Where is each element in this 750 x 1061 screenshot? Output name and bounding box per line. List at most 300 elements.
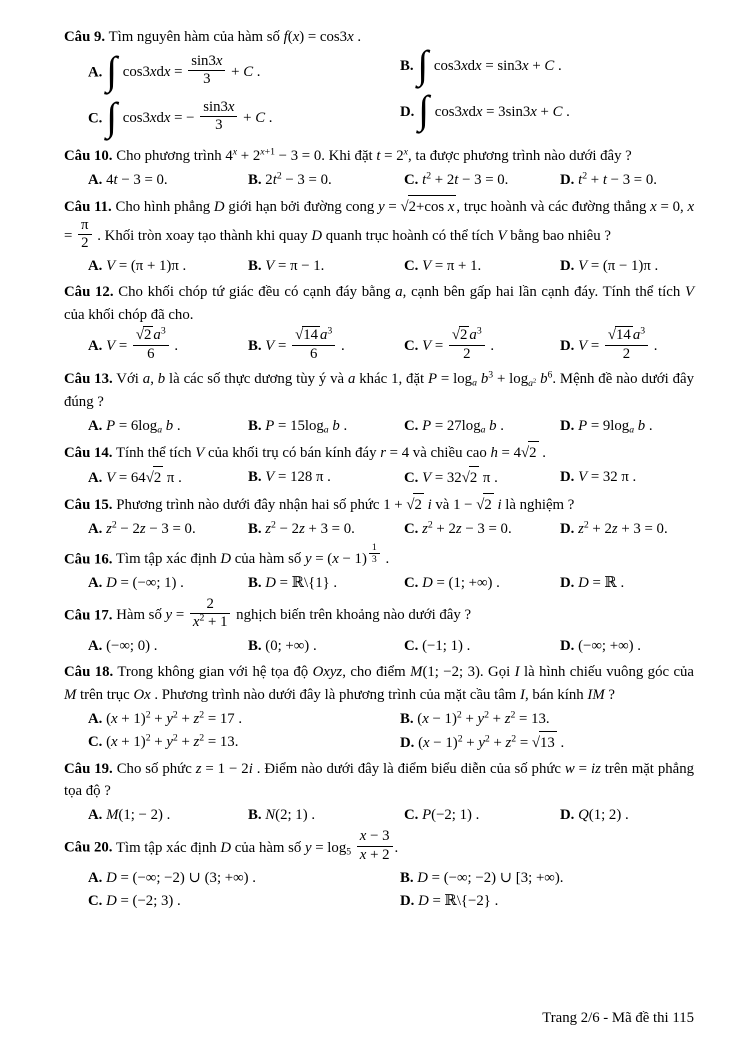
math-italic: x: [650, 198, 657, 215]
option-math: (−∞; +∞) .: [578, 637, 641, 654]
question-stem-text: Tính thể tích V của khối trụ có bán kính đáy r = 4 và chiều cao h = 4√2 .: [116, 445, 546, 461]
math-italic: D: [220, 551, 232, 568]
options-grid: [64, 466, 694, 490]
superscript: 2: [511, 733, 517, 745]
question-stem: [64, 661, 694, 707]
math-italic: z: [455, 520, 462, 537]
option-label: B.: [248, 417, 262, 434]
math-italic: P: [422, 807, 432, 824]
math-italic: x: [423, 734, 430, 751]
superscript: 2: [111, 519, 117, 531]
math-italic: D: [106, 870, 117, 887]
math-italic: b: [489, 417, 497, 434]
fraction-numerator: [133, 326, 169, 345]
option-label: C.: [404, 469, 419, 486]
math-italic: Q: [578, 807, 589, 824]
math-italic: V: [578, 338, 588, 355]
superscript: 2: [532, 376, 537, 384]
option-math: $P = 9\log_a$ b .: [578, 417, 653, 436]
option-math: $P = 27\log_a$ b .: [422, 417, 504, 436]
answer-option: [248, 518, 404, 541]
question-number: Câu 13.: [64, 371, 113, 388]
math-italic: z: [139, 520, 146, 537]
math-italic: V: [106, 469, 116, 486]
math-italic: t: [376, 147, 381, 164]
option-math: V = $\frac{√14 a^3}{6}$ .: [265, 325, 345, 362]
question-stem-text: Cho số phức z = 1 − 2i . Điểm nào dưới đây là điểm biểu diễn của số phức w = iz trên mặt phẳng tọa độ ?: [64, 760, 694, 800]
answer-option: [560, 325, 694, 365]
options-grid: [64, 804, 694, 827]
math-italic: b: [480, 371, 489, 388]
math-italic: t: [454, 171, 459, 188]
answer-option: [400, 87, 694, 142]
option-math: $z^2 + 2z - 3 = 0$.: [422, 519, 512, 537]
answer-option: [88, 708, 400, 731]
math-italic: b: [540, 371, 548, 388]
option-label: A.: [88, 575, 103, 592]
superscript: 3: [640, 325, 646, 337]
option-label: B.: [248, 468, 262, 485]
question-number: Câu 11.: [64, 198, 112, 215]
question-stem: [64, 368, 694, 414]
answer-option: [404, 804, 560, 827]
math-italic: x: [111, 733, 118, 750]
option-label: B.: [248, 637, 262, 654]
math-italic: t: [578, 171, 583, 188]
math-italic: I: [520, 686, 525, 703]
answer-option: [88, 93, 400, 142]
question: [64, 195, 694, 279]
question-number: Câu 20.: [64, 839, 113, 856]
fraction-denominator: 2: [463, 345, 471, 362]
option-label: A.: [88, 520, 103, 537]
superscript: 2: [427, 519, 433, 531]
answer-option: [248, 415, 404, 438]
answer-option: [88, 731, 400, 755]
answer-option: [248, 466, 404, 490]
math-italic: x: [522, 57, 529, 74]
question-number: Câu 17.: [64, 607, 113, 624]
option-math: V = 128 π .: [265, 468, 331, 485]
radical-sign: √: [521, 444, 530, 461]
math-italic: C: [243, 64, 254, 81]
answer-option: [88, 572, 248, 595]
fraction-numerator: 2: [190, 596, 231, 614]
options-grid: [64, 325, 694, 365]
math-italic: x: [359, 846, 367, 863]
math-italic: t: [602, 171, 607, 188]
math-italic: a: [472, 377, 477, 389]
radicand: 2: [469, 466, 479, 490]
option-math: V = $\frac{√2 a^3}{6}$ .: [106, 325, 179, 362]
math-italic: z: [193, 733, 200, 750]
math-italic: Oxyz: [312, 663, 343, 680]
math-italic: y: [477, 710, 485, 727]
math-italic: b: [637, 417, 646, 434]
superscript: [233, 146, 237, 157]
option-math: D = ℝ .: [578, 575, 625, 592]
option-math: V = (π − 1)π .: [578, 258, 659, 275]
math-italic: V: [578, 468, 588, 485]
option-label: B.: [248, 258, 262, 275]
superscript: 2: [271, 519, 276, 531]
math-italic: y: [166, 733, 173, 750]
math-italic: z: [504, 710, 511, 727]
option-label: D.: [560, 468, 575, 485]
option-label: A.: [88, 64, 103, 81]
fraction-numerator: sin3x: [188, 53, 225, 71]
superscript: 2: [199, 709, 205, 721]
question-stem-text: Cho khối chóp tứ giác đều có cạnh đáy bằng a, cạnh bên gấp hai lần cạnh đáy. Tính thể tích V của khối chóp đã cho.: [64, 284, 694, 324]
answer-option: [404, 325, 560, 365]
fraction-numerator: 1: [369, 542, 380, 555]
option-math: V = 32√2 π .: [422, 470, 498, 486]
math-italic: x: [260, 146, 265, 158]
fraction-numerator: [292, 326, 335, 345]
answer-option: [88, 169, 248, 192]
fraction-numerator: x − 3: [357, 828, 393, 846]
math-italic: a: [320, 327, 328, 344]
answer-option: [400, 708, 694, 731]
question-stem-text: Tìm tập xác định D của hàm số $y = \log_5$ $\frac{x - 3}{x + 2}$ .: [115, 828, 399, 863]
math-italic: f: [283, 29, 288, 45]
questions: [64, 26, 694, 913]
option-label: B.: [248, 575, 262, 592]
math-italic: i: [248, 760, 253, 777]
question: [64, 661, 694, 755]
math-italic: b: [165, 417, 174, 434]
sqrt-radical: [146, 466, 164, 490]
answer-option: [560, 255, 694, 278]
subscript: [528, 378, 536, 389]
option-label: C.: [404, 520, 419, 537]
superscript: 2: [484, 733, 490, 745]
math-italic: a: [142, 371, 151, 388]
math-italic: z: [195, 760, 202, 777]
math-italic: a: [632, 327, 641, 344]
answer-option: [88, 518, 248, 541]
option-math: ∫ cos3xdx = sin3x + C .: [417, 41, 562, 87]
fraction-numerator: [449, 326, 485, 345]
math-italic: P: [578, 417, 588, 434]
option-label: C.: [404, 637, 419, 654]
math-italic: i: [497, 496, 502, 513]
math-italic: x: [292, 29, 300, 45]
math-italic: a: [528, 377, 533, 389]
options-grid: [64, 867, 694, 913]
math-italic: x: [461, 103, 469, 120]
question: [64, 493, 694, 541]
fraction-numerator: [605, 326, 648, 345]
option-label: B.: [248, 338, 262, 355]
math-italic: z: [193, 710, 200, 727]
option-label: D.: [560, 417, 575, 434]
sqrt-radical: [136, 326, 154, 344]
subscript: [629, 424, 634, 435]
option-label: A.: [88, 338, 103, 355]
answer-option: [400, 41, 694, 96]
option-math: $(x - 1)^2 + y^2 + z^2 = 13$.: [417, 709, 550, 727]
math-italic: a: [323, 424, 329, 436]
option-label: B.: [248, 807, 262, 824]
math-italic: D: [422, 575, 433, 592]
subscript: 5: [346, 846, 352, 858]
answer-option: [404, 518, 560, 541]
option-label: B.: [400, 57, 414, 74]
radical-sign: √: [531, 734, 541, 751]
math-italic: D: [418, 893, 429, 910]
question: [64, 145, 694, 192]
fraction-denominator: $x^2 + 1$: [192, 613, 228, 631]
superscript: [367, 541, 382, 566]
fraction-numerator: sin3x: [200, 99, 237, 117]
option-label: D.: [560, 637, 575, 654]
fraction: [292, 326, 335, 363]
option-label: D.: [560, 171, 575, 188]
option-label: B.: [248, 171, 262, 188]
fraction-denominator: 2: [622, 345, 631, 362]
answer-option: [404, 169, 560, 192]
math-italic: a: [348, 371, 356, 388]
question-stem: [64, 441, 694, 465]
option-label: A.: [88, 469, 103, 486]
math-italic: x: [422, 710, 429, 727]
math-italic: z: [106, 520, 112, 537]
fraction: [357, 828, 393, 864]
answer-option: [560, 518, 694, 541]
math-italic: V: [422, 469, 432, 486]
math-italic: b: [157, 371, 166, 388]
math-italic: x: [149, 64, 157, 81]
radicand: 2: [413, 493, 423, 517]
option-math: $z^2 + 2z + 3 = 0$.: [578, 519, 668, 537]
math-italic: V: [265, 468, 275, 485]
superscript: x+1: [260, 146, 275, 158]
option-math: $(x + 1)^2 + y^2 + z^2 = 17$ .: [106, 709, 243, 727]
answer-option: [88, 47, 400, 96]
answer-option: [404, 255, 560, 278]
answer-option: [248, 804, 404, 827]
math-italic: D: [213, 198, 225, 215]
superscript: 3: [476, 325, 482, 337]
option-math: D = ℝ\{−2} .: [418, 893, 499, 910]
math-italic: V: [106, 258, 116, 275]
fraction-denominator: 2: [81, 234, 89, 251]
option-label: C.: [88, 110, 103, 127]
answer-option: [404, 572, 560, 595]
radicand: 2: [483, 493, 493, 517]
options-grid: [64, 41, 694, 142]
radical-sign: √: [400, 198, 409, 215]
answer-option: [560, 169, 694, 192]
sqrt-radical: [295, 326, 320, 344]
question-stem: [64, 541, 694, 572]
option-math: $z^2 - 2z - 3 = 0$.: [106, 519, 196, 537]
radicand: 2: [153, 466, 163, 490]
math-italic: V: [578, 258, 588, 275]
option-math: D = (1; +∞) .: [422, 575, 500, 592]
option-label: D.: [560, 338, 575, 355]
option-math: ∫ cos3xdx = 3sin3x + C .: [418, 87, 570, 133]
question-number: Câu 19.: [64, 760, 113, 777]
math-italic: x: [461, 57, 468, 74]
question-stem: [64, 758, 694, 804]
option-math: V = π + 1.: [422, 258, 482, 275]
answer-option: [88, 867, 400, 890]
option-label: A.: [88, 807, 103, 824]
page-footer: Trang 2/6 - Mã đề thi 115: [542, 1010, 694, 1026]
answer-option: [88, 415, 248, 438]
math-italic: a: [153, 327, 161, 344]
superscript: 2: [145, 709, 151, 721]
option-math: (−1; 1) .: [422, 637, 471, 654]
option-math: V = 64√2 π .: [106, 470, 182, 486]
option-label: C.: [88, 733, 103, 750]
math-italic: x: [192, 614, 200, 631]
superscript: 3: [327, 325, 333, 337]
superscript: 2: [276, 170, 282, 182]
answer-option: [560, 466, 694, 490]
options-grid: [64, 572, 694, 595]
math-italic: a: [395, 284, 403, 301]
question-stem: [64, 26, 694, 49]
options-grid: [64, 169, 694, 192]
math-italic: a: [469, 327, 477, 344]
answer-option: [88, 325, 248, 365]
fraction: [449, 326, 485, 363]
option-label: D.: [400, 893, 415, 910]
superscript: 2: [199, 732, 205, 744]
radicand: 14: [303, 327, 318, 344]
option-label: C.: [404, 575, 419, 592]
math-italic: D: [417, 870, 428, 887]
fraction: [78, 217, 91, 253]
option-math: $P = 6\log_a$ b .: [106, 417, 181, 436]
answer-option: [560, 415, 694, 438]
option-math: P(−2; 1) .: [422, 807, 480, 824]
radicand: 2: [144, 327, 152, 344]
fraction-denominator: 6: [147, 345, 155, 362]
option-math: D = (−∞; −2) ∪ [3; +∞).: [417, 870, 564, 887]
radicand: 2: [460, 327, 468, 344]
math-italic: x: [475, 57, 482, 74]
math-italic: t: [422, 171, 427, 188]
math-italic: y: [165, 607, 173, 624]
math-italic: x: [215, 52, 223, 69]
fraction: [190, 596, 231, 632]
question: [64, 26, 694, 142]
radicand: 13: [539, 731, 557, 755]
superscript: 3: [488, 369, 494, 381]
math-italic: x: [347, 29, 354, 45]
math-italic: y: [304, 839, 312, 856]
fraction: [133, 326, 169, 363]
option-math: V = π − 1.: [265, 258, 325, 275]
option-math: $t^2 + t - 3 = 0$.: [578, 170, 657, 188]
subscript: [481, 424, 486, 435]
math-italic: P: [106, 417, 116, 434]
option-label: B.: [400, 710, 414, 727]
option-math: $(x - 1)^2 + y^2 + z^2 = √13$ .: [418, 735, 564, 751]
math-italic: D: [220, 839, 232, 856]
option-math: M(1; − 2) .: [106, 807, 171, 824]
radical-sign: √: [451, 327, 461, 344]
option-math: Q(1; 2) .: [578, 807, 629, 824]
fraction-denominator: x + 2: [359, 846, 390, 863]
answer-option: [404, 635, 560, 658]
math-italic: y: [378, 198, 385, 215]
answer-option: [400, 890, 694, 913]
math-italic: z: [611, 520, 618, 537]
answer-option: [560, 804, 694, 827]
math-italic: x: [530, 103, 537, 120]
answer-option: [404, 415, 560, 438]
sqrt-radical: [401, 195, 457, 219]
option-math: 4t − 3 = 0.: [106, 171, 168, 188]
question-stem: [64, 145, 694, 168]
option-math: $2t^2 - 3 = 0$.: [265, 170, 332, 188]
question-number: Câu 10.: [64, 147, 113, 164]
math-italic: Ox: [133, 686, 151, 703]
radical-sign: √: [461, 469, 470, 486]
question-stem-text: Cho phương trình $4^x + 2^{x+1} - 3 = 0$. Khi đặt $t = 2^x$, ta được phương trình nào dưới đây ?: [116, 146, 632, 164]
math-italic: P: [428, 371, 438, 388]
sqrt-radical: [462, 466, 480, 490]
fraction: [605, 326, 648, 363]
answer-option: [88, 804, 248, 827]
question: [64, 441, 694, 490]
question-number: Câu 16.: [64, 551, 113, 568]
superscript: 3: [160, 325, 166, 337]
math-italic: V: [265, 258, 275, 275]
math-italic: I: [514, 663, 520, 680]
fraction: [188, 53, 225, 89]
radical-sign: √: [135, 327, 145, 344]
option-label: B.: [248, 520, 262, 537]
question-stem: [64, 493, 694, 517]
math-italic: a: [157, 424, 163, 436]
options-grid: [64, 518, 694, 541]
answer-option: [404, 466, 560, 490]
superscript: 2: [583, 519, 589, 531]
question-stem: [64, 195, 694, 255]
option-label: A.: [88, 258, 103, 275]
option-label: B.: [400, 870, 414, 887]
fraction-denominator: 6: [309, 345, 318, 362]
question: [64, 281, 694, 365]
option-math: $t^2 + 2t - 3 = 0$.: [422, 170, 509, 188]
math-italic: x: [687, 198, 695, 215]
math-italic: V: [422, 338, 432, 355]
subscript: [472, 378, 477, 389]
option-math: $P = 15\log_a$ b .: [265, 417, 348, 436]
superscript: 2: [456, 709, 462, 721]
superscript: 2: [457, 733, 463, 745]
superscript: 6: [547, 369, 553, 381]
options-grid: [64, 708, 694, 755]
math-italic: t: [113, 171, 118, 188]
answer-option: [400, 731, 694, 755]
math-italic: x: [232, 146, 238, 158]
math-italic: b: [332, 417, 340, 434]
math-italic: C: [255, 110, 266, 127]
option-math: (−∞; 0) .: [106, 637, 158, 654]
answer-option: [248, 255, 404, 278]
math-italic: x: [475, 103, 483, 120]
math-italic: x: [227, 98, 235, 115]
math-italic: D: [265, 575, 276, 592]
option-math: (0; +∞) .: [265, 637, 317, 654]
